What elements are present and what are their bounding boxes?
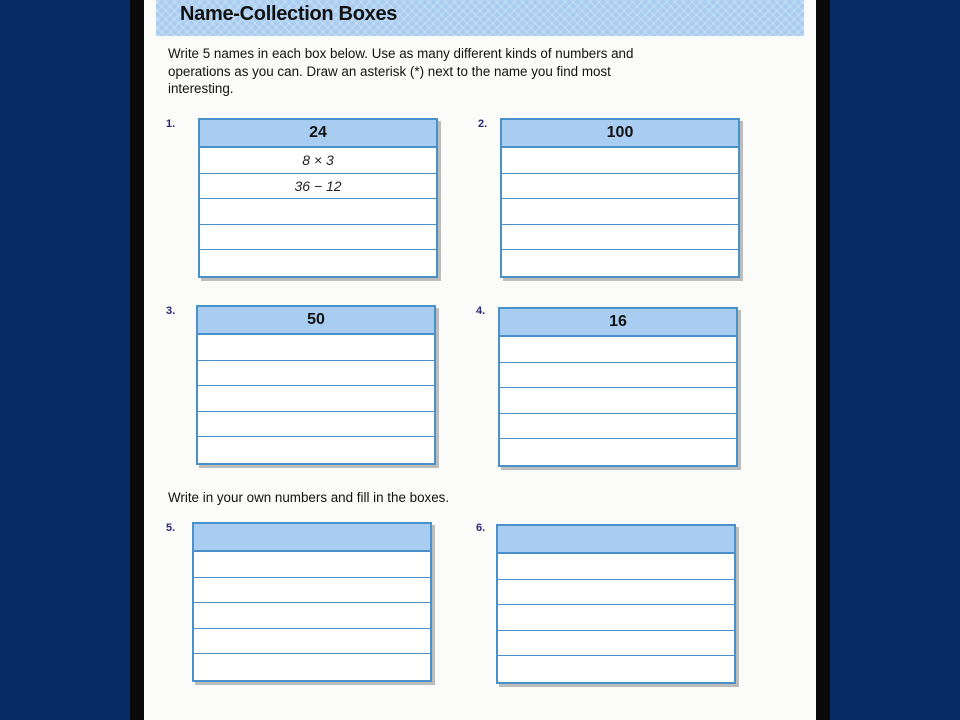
name-collection-box-5 — [192, 522, 432, 682]
box-5-row-4[interactable] — [194, 629, 430, 655]
box-number-4: 4. — [476, 305, 486, 317]
box-header-2: 100 — [502, 120, 738, 148]
name-collection-box-4 — [498, 307, 738, 467]
box-3-row-5[interactable] — [198, 437, 434, 462]
box-1-row-4[interactable] — [200, 225, 436, 251]
box-1-row-2[interactable]: 36 − 12 — [200, 174, 436, 200]
box-5-row-5[interactable] — [194, 654, 430, 679]
box-header-1: 24 — [200, 120, 436, 148]
name-collection-box-6 — [496, 524, 736, 684]
box-2-row-3[interactable] — [502, 199, 738, 225]
box-2-row-2[interactable] — [502, 174, 738, 200]
box-6-row-5[interactable] — [498, 656, 734, 681]
box-6-row-3[interactable] — [498, 605, 734, 631]
box-number-3: 3. — [166, 305, 176, 317]
box-3-row-2[interactable] — [198, 361, 434, 387]
box-3-row-1[interactable] — [198, 335, 434, 361]
box-number-2: 2. — [478, 118, 488, 130]
box-header-6 — [498, 526, 734, 554]
box-5-row-2[interactable] — [194, 578, 430, 604]
box-4-row-1[interactable] — [500, 337, 736, 363]
box-number-6: 6. — [476, 522, 486, 534]
box-number-1: 1. — [166, 118, 176, 130]
name-collection-box-2 — [500, 118, 740, 278]
box-2-row-1[interactable] — [502, 148, 738, 174]
name-collection-box-1 — [198, 118, 438, 278]
box-6-row-2[interactable] — [498, 580, 734, 606]
box-1-row-1[interactable]: 8 × 3 — [200, 148, 436, 174]
box-6-row-1[interactable] — [498, 554, 734, 580]
box-header-3: 50 — [198, 307, 434, 335]
box-1-row-5[interactable] — [200, 250, 436, 275]
instructions-text: Write 5 names in each box below. Use as many different kinds of numbers and operations as you can. Draw an asterisk (*) next to the name you find most interesting. — [168, 46, 634, 96]
title-bar — [156, 0, 804, 36]
box-3-row-4[interactable] — [198, 412, 434, 438]
box-6-row-4[interactable] — [498, 631, 734, 657]
right-frame-border — [816, 0, 830, 720]
box-header-5 — [194, 524, 430, 552]
box-5-row-3[interactable] — [194, 603, 430, 629]
box-5-row-1[interactable] — [194, 552, 430, 578]
box-number-5: 5. — [166, 522, 176, 534]
box-1-row-3[interactable] — [200, 199, 436, 225]
box-4-row-2[interactable] — [500, 363, 736, 389]
sub-instructions-text: Write in your own numbers and fill in the boxes. — [168, 490, 450, 505]
box-4-row-5[interactable] — [500, 439, 736, 464]
box-2-row-5[interactable] — [502, 250, 738, 275]
name-collection-box-3 — [196, 305, 436, 465]
box-2-row-4[interactable] — [502, 225, 738, 251]
box-4-row-3[interactable] — [500, 388, 736, 414]
worksheet-page — [144, 0, 816, 720]
box-3-row-3[interactable] — [198, 386, 434, 412]
page-title: Name-Collection Boxes — [180, 3, 398, 25]
box-4-row-4[interactable] — [500, 414, 736, 440]
box-header-4: 16 — [500, 309, 736, 337]
left-frame-border — [130, 0, 144, 720]
